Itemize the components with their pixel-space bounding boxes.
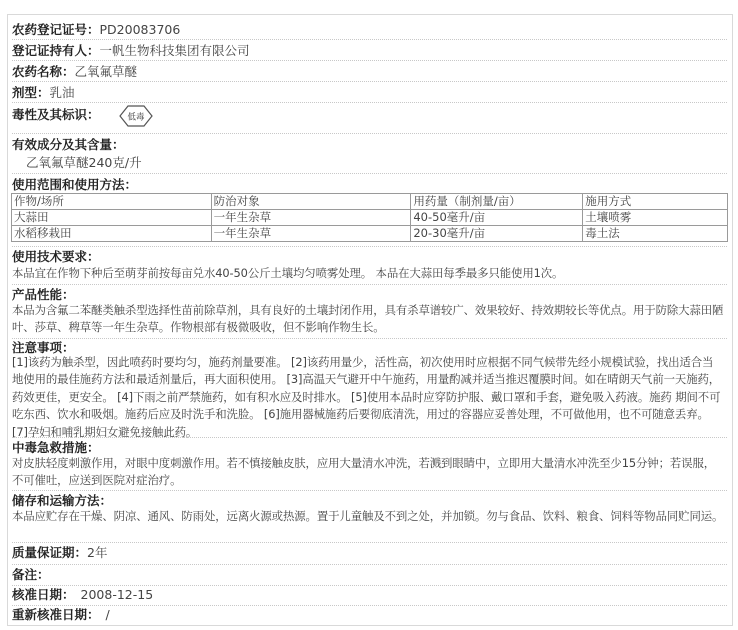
storage-text: 本品应贮存在干燥、阴凉、通风、防雨处，远离火源或热源。置于儿童触及不到之处，并加锁。勿与食品、饮料、粮食、饲料等物品同贮同运。 <box>12 509 724 523</box>
table-cell: 一年生杂草 <box>211 226 411 242</box>
storage-label: 储存和运输方法： <box>12 493 113 508</box>
table-cell: 40-50毫升/亩 <box>411 210 583 226</box>
formulation-value: 乳油 <box>49 85 75 100</box>
divider <box>12 81 727 82</box>
first-aid-heading <box>12 440 100 456</box>
table-cell: 20-30毫升/亩 <box>411 226 583 242</box>
table-cell: 一年生杂草 <box>211 210 411 226</box>
precautions-label: 注意事项： <box>12 340 75 355</box>
low-toxicity-icon <box>118 103 154 129</box>
ingredients-label: 有效成分及其含量： <box>12 137 125 152</box>
storage-heading <box>12 493 112 509</box>
pesticide-name-row <box>12 64 137 80</box>
reapproval-date-row <box>12 607 110 623</box>
divider <box>12 585 727 586</box>
pesticide-name-label: 农药名称： <box>12 64 75 79</box>
usage-label: 使用范围和使用方法： <box>12 177 138 192</box>
usage-table <box>11 193 728 242</box>
divider <box>12 60 727 61</box>
ingredients-value: 乙氧氟草醚240克/升 <box>26 155 142 170</box>
warranty-row <box>12 545 107 561</box>
ingredients-heading <box>12 137 125 153</box>
precautions-text: [1]该药为触杀型，因此喷药时要均匀，施药剂量要准。 [2]该药用量少，活性高，初次使用时应根据不同气候带先经小规模试验，找出适合当地使用的最佳施药方法和最适剂量后，再大面积使用。 [3]高温天气避开中午施药，用量酌减并适当推迟覆膜时间。如在晴朗天气前一天施药，药效更佳，更安全。 [4]下雨之前严禁施药，如有积水应及时排水。 [5]使用本品时应穿防护服、戴口罩和手套，避免吸入药液。施药 期间不可吃东西、饮水和吸烟。施药后应及时洗手和洗脸。 [6]施用器械施药后要彻底清洗，用过的容器应妥善处理，不可做他用，也不可随意丢弃。 [7]孕妇和哺乳期妇女避免接触此药。 <box>12 355 721 439</box>
divider <box>12 490 727 491</box>
table-cell: 水稻移栽田 <box>12 226 212 242</box>
formulation-row <box>12 85 75 101</box>
toxicity-row <box>12 107 100 123</box>
divider <box>12 246 727 247</box>
divider <box>12 605 727 606</box>
table-row <box>12 210 728 226</box>
toxicity-badge-text: 低毒 <box>127 112 145 123</box>
reapproval-date-value: / <box>105 607 110 622</box>
formulation-label: 剂型： <box>12 85 50 100</box>
divider <box>12 564 727 565</box>
table-cell: 土壤喷雾 <box>583 210 728 226</box>
divider <box>12 133 727 134</box>
approval-date-value: 2008-12-15 <box>80 587 154 602</box>
divider <box>12 39 727 40</box>
registration-number-row <box>12 22 180 38</box>
approval-date-label: 核准日期： <box>12 587 75 602</box>
divider <box>12 284 727 285</box>
divider <box>12 437 727 438</box>
registration-number-label: 农药登记证号： <box>12 22 100 37</box>
table-header-cell: 防治对象 <box>211 194 411 210</box>
registration-number-value: PD20083706 <box>99 22 181 37</box>
technical-label: 使用技术要求： <box>12 249 100 264</box>
performance-text: 本品为含氟二苯醚类触杀型选择性苗前除草剂，具有良好的土壤封闭作用，具有杀草谱较广、效果较好、持效期较长等优点。用于防除大蒜田陋叶、莎草、稗草等一年生杂草。作物根部有极微吸收，但不影响作物生长。 <box>12 303 724 335</box>
table-cell: 大蒜田 <box>12 210 212 226</box>
first-aid-label: 中毒急救措施： <box>12 440 100 455</box>
technical-heading <box>12 249 100 265</box>
warranty-value: 2年 <box>87 545 108 560</box>
approval-date-row <box>12 587 153 603</box>
divider <box>12 173 727 174</box>
holder-label: 登记证持有人： <box>12 43 100 58</box>
pesticide-name-value: 乙氧氟草醚 <box>74 64 138 79</box>
first-aid-text: 对皮肤轻度刺激作用，对眼中度刺激作用。若不慎接触皮肤，应用大量清水冲洗，若溅到眼睛中，立即用大量清水冲洗至少15分钟；若误服，不可催吐，应送到医院对症治疗。 <box>12 456 716 488</box>
performance-heading <box>12 287 75 303</box>
divider <box>12 338 727 339</box>
warranty-label: 质量保证期： <box>12 545 88 560</box>
toxicity-label: 毒性及其标识： <box>12 107 100 122</box>
holder-row <box>12 43 250 59</box>
ingredients-value-row <box>26 155 142 171</box>
table-cell: 毒土法 <box>583 226 728 242</box>
usage-heading <box>12 177 137 193</box>
divider <box>12 542 727 543</box>
remarks-row <box>12 567 50 583</box>
table-header-cell: 用药量（制剂量/亩） <box>411 194 583 210</box>
holder-value: 一帆生物科技集团有限公司 <box>99 43 250 58</box>
table-row <box>12 226 728 242</box>
performance-label: 产品性能： <box>12 287 75 302</box>
table-header-row <box>12 194 728 210</box>
table-header-cell: 作物/场所 <box>12 194 212 210</box>
table-header-cell: 施用方式 <box>583 194 728 210</box>
remarks-label: 备注： <box>12 567 50 582</box>
technical-text: 本品宜在作物下种后至萌芽前按每亩兑水40-50公斤土壤均匀喷雾处理。 本品在大蒜田每季最多只能使用1次。 <box>12 266 564 280</box>
reapproval-date-label: 重新核准日期： <box>12 607 100 622</box>
